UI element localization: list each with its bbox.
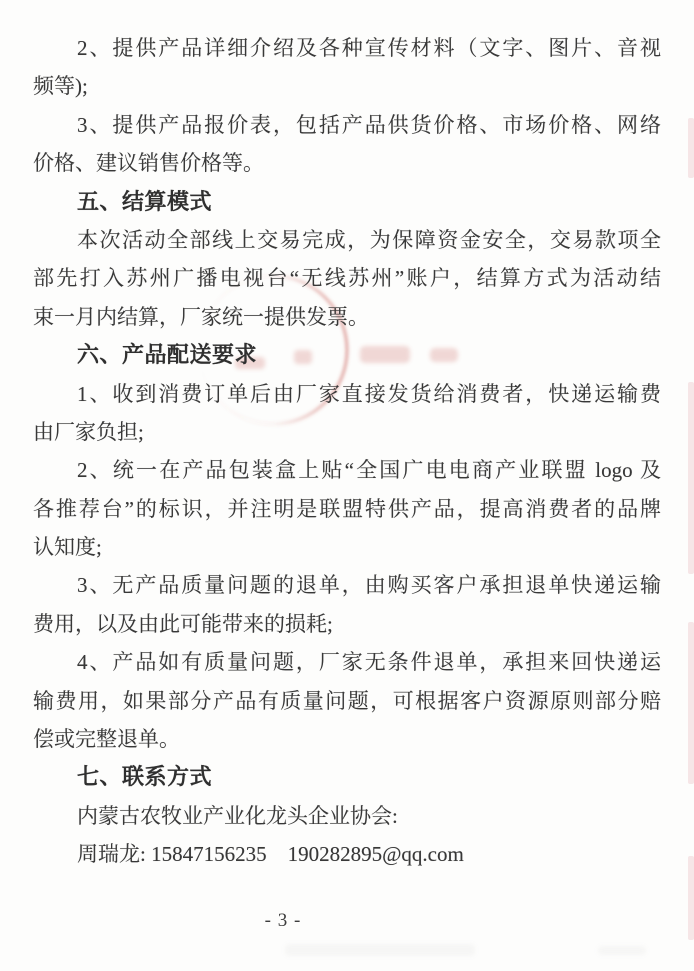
scan-smudge xyxy=(598,946,646,955)
scan-edge-artifact xyxy=(688,382,694,574)
text-line: 内蒙古农牧业产业化龙头企业协会: xyxy=(77,803,398,828)
paragraph xyxy=(33,29,661,106)
text-line: 2、提供产品详细介绍及各种宣传材料（文字、图片、音视 xyxy=(77,36,661,60)
scan-smudge xyxy=(285,944,475,956)
text-line: 部先打入苏州广播电视台“无线苏州”账户，结算方式为活动结 xyxy=(33,266,661,291)
text-line: 认知度; xyxy=(33,535,102,560)
text-line: 束一月内结算，厂家统一提供发票。 xyxy=(33,304,369,329)
section-heading xyxy=(33,336,661,374)
text-line: 五、结算模式 xyxy=(77,188,213,214)
text-line: 2、统一在产品包装盒上贴“全国广电电商产业联盟 logo 及 xyxy=(77,458,661,483)
paragraph xyxy=(33,221,661,336)
text-line: 频等); xyxy=(33,74,88,99)
section-heading xyxy=(33,183,661,221)
section-heading xyxy=(33,758,661,796)
scan-edge-artifact xyxy=(688,856,694,940)
text-line: 偿或完整退单。 xyxy=(33,727,180,752)
scan-edge-artifact xyxy=(688,622,694,784)
text-line: 本次活动全部线上交易完成，为保障资金安全，交易款项全 xyxy=(77,227,661,252)
text-line: 1、收到消费订单后由厂家直接发货给消费者，快递运输费 xyxy=(77,381,661,406)
text-line: 4、产品如有质量问题，厂家无条件退单，承担来回快递运 xyxy=(77,650,661,675)
text-line: 3、无产品质量问题的退单，由购买客户承担退单快递运输 xyxy=(77,573,661,598)
text-line: 由厂家负担; xyxy=(33,419,144,444)
paragraph xyxy=(33,797,661,835)
paragraph xyxy=(33,375,661,452)
text-line: 3、提供产品报价表，包括产品供货价格、市场价格、网络 xyxy=(77,112,661,137)
text-line: 六、产品配送要求 xyxy=(77,342,258,368)
text-line: 七、联系方式 xyxy=(77,764,213,790)
text-line: 费用，以及由此可能带来的损耗; xyxy=(33,611,333,636)
paragraph xyxy=(33,566,661,643)
scan-edge-artifact xyxy=(688,118,694,178)
paragraph xyxy=(33,835,661,873)
paragraph xyxy=(33,451,661,566)
text-line: 输费用，如果部分产品有质量问题，可根据客户资源原则部分赔 xyxy=(33,688,661,713)
text-line: 周瑞龙: 15847156235 190282895@qq.com xyxy=(77,842,464,867)
page-number: - 3 - xyxy=(264,910,302,931)
paragraph xyxy=(33,106,661,183)
document-body xyxy=(33,29,661,874)
paragraph xyxy=(33,643,661,758)
text-line: 价格、建议销售价格等。 xyxy=(33,151,264,176)
text-line: 各推荐台”的标识，并注明是联盟特供产品，提高消费者的品牌 xyxy=(33,496,661,521)
